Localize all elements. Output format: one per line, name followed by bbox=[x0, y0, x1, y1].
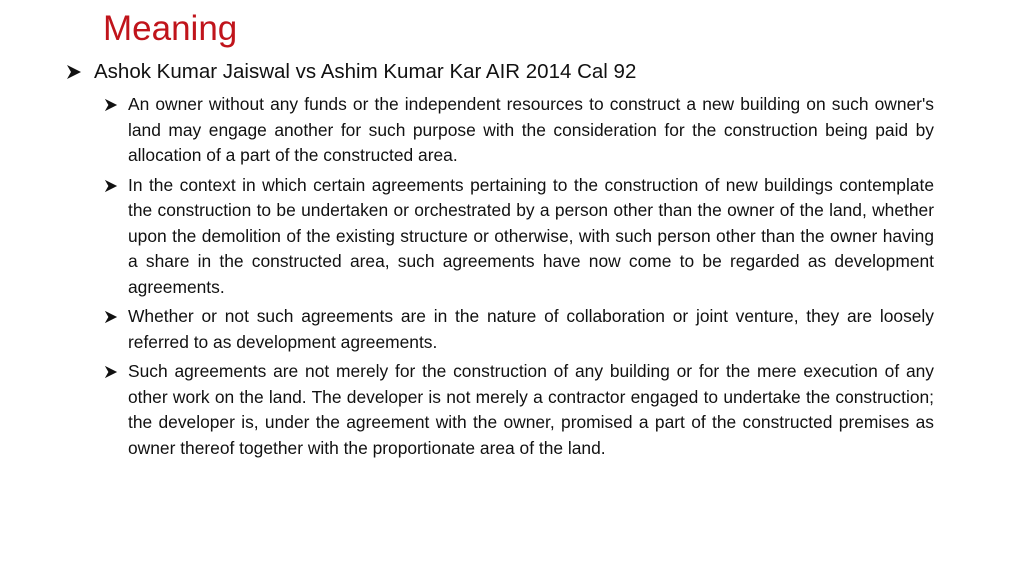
list-item-text: Such agreements are not merely for the construction of any building or for the mere execution of any other work on the land. The developer is not merely a contractor engaged to undertake the construction; the developer is, under the agreement with the owner, promised a part of the constructed premises as owner thereof together with the proportionate area of the land. bbox=[128, 361, 934, 458]
slide-title: Meaning bbox=[103, 9, 238, 48]
list-item bbox=[104, 304, 934, 355]
list-item bbox=[104, 359, 934, 461]
arrow-bullet-icon bbox=[104, 304, 128, 324]
arrow-bullet-icon bbox=[66, 58, 94, 80]
main-bullet-item bbox=[66, 58, 946, 86]
sub-bullet-list bbox=[104, 92, 934, 465]
list-item-text: An owner without any funds or the independent resources to construct a new building on such owner's land may engage another for such purpose with the consideration for the construction being paid by allocation of a part of the constructed area. bbox=[128, 94, 934, 165]
list-item bbox=[104, 92, 934, 169]
arrow-bullet-icon bbox=[104, 173, 128, 193]
list-item-text: In the context in which certain agreements pertaining to the construction of new buildings contemplate the construction to be undertaken or orchestrated by a person other than the owner of the land, whether upon the demolition of the existing structure or otherwise, with such person other than the owner having a share in the constructed area, such agreements have now come to be regarded as development agreements. bbox=[128, 174, 934, 297]
list-item bbox=[104, 173, 934, 301]
case-citation: Ashok Kumar Jaiswal vs Ashim Kumar Kar AIR 2014 Cal 92 bbox=[94, 60, 637, 83]
arrow-bullet-icon bbox=[104, 359, 128, 379]
arrow-bullet-icon bbox=[104, 92, 128, 112]
list-item-text: Whether or not such agreements are in the nature of collaboration or joint venture, they are loosely referred to as development agreements. bbox=[128, 306, 934, 352]
